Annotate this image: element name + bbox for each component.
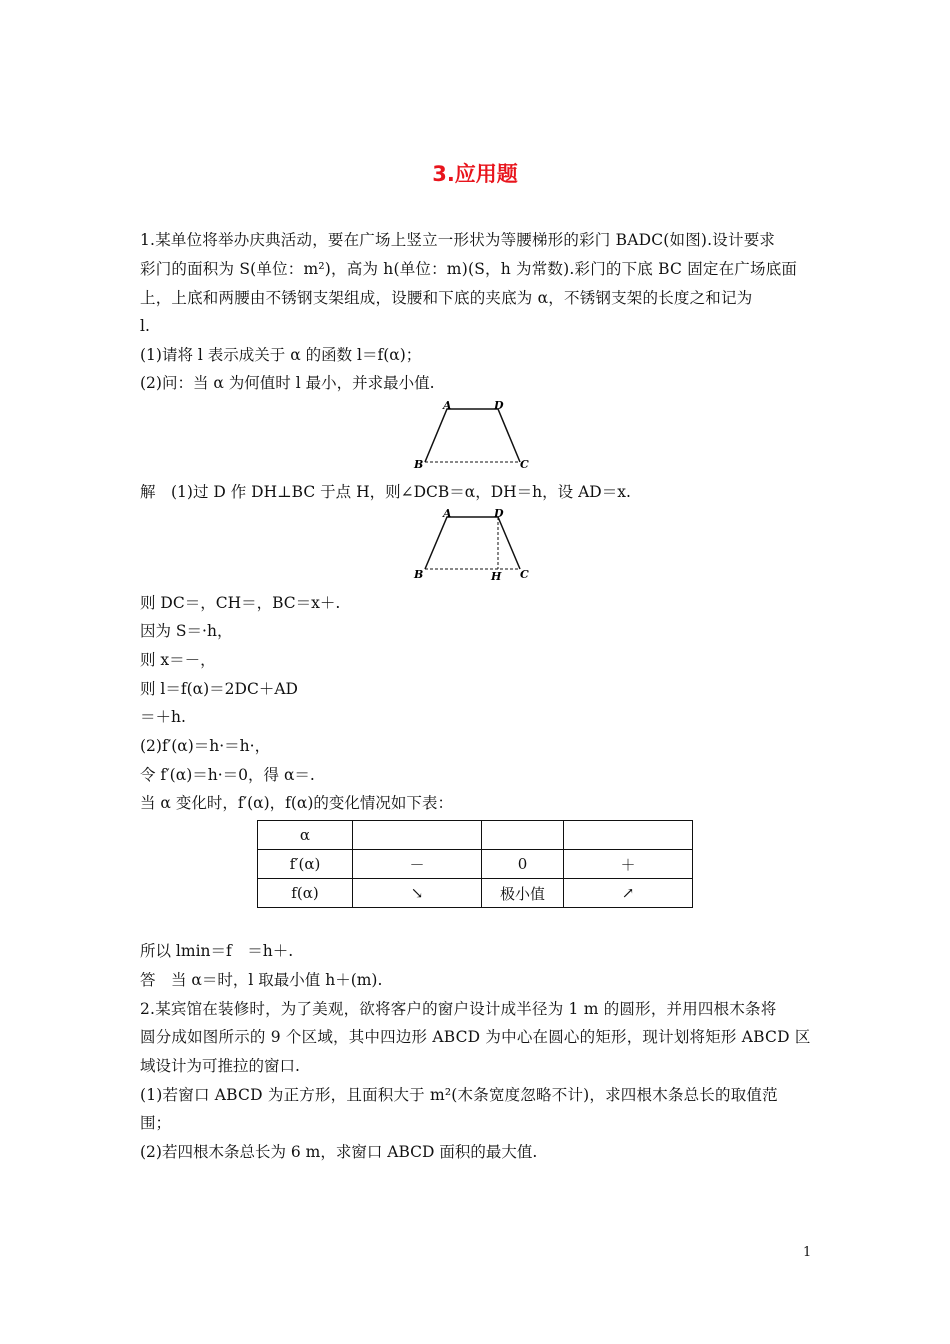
problem2-line: 围； [140,1114,172,1132]
page-title: 3.应用题 [432,162,518,186]
conclusion-line: 所以 lmin＝f ＝h＋. [140,942,294,960]
table-cell: ↘ [353,879,482,908]
solution-line: ＝＋h. [140,708,186,726]
solution-line: (2)f′(α)＝h·＝h·， [140,737,271,755]
problem2-line: 域设计为可推拉的窗口. [140,1057,300,1075]
solution-line: 当 α 变化时，f′(α)，f(α)的变化情况如下表： [140,794,453,812]
label-d: D [494,399,504,412]
table-cell: f(α) [258,879,353,908]
label-a: A [443,507,452,520]
label-a: A [443,399,452,412]
problem2-line: 2.某宾馆在装修时，为了美观，欲将客户的窗户设计成半径为 1 m 的圆形，并用四根木条将 [140,1000,777,1018]
page-number: 1 [803,1245,812,1260]
label-d: D [494,507,504,520]
table-cell: 极小值 [482,879,564,908]
table-cell [564,821,693,850]
solution-line: 则 DC＝，CH＝，BC＝x＋. [140,594,341,612]
table-row [258,879,693,908]
label-b: B [414,458,424,471]
variation-table [257,820,693,908]
problem1-line: 彩门的面积为 S(单位：m²)，高为 h(单位：m)(S，h 为常数).彩门的下底 BC 固定在广场底面 [140,260,798,278]
table-cell: ↗ [564,879,693,908]
question-1: (1)请将 l 表示成关于 α 的函数 l＝f(α)； [140,346,422,364]
problem2-line: (1)若窗口 ABCD 为正方形，且面积大于 m²(木条宽度忽略不计)，求四根木条总长的取值范 [140,1086,778,1104]
table-cell: － [353,850,482,879]
answer-line: 答 当 α＝时，l 取最小值 h＋(m). [140,971,383,989]
solution-line: 因为 S＝·h， [140,622,233,640]
solution-line: 则 l＝f(α)＝2DC＋AD [140,680,298,698]
table-cell [482,821,564,850]
table-cell: α [258,821,353,850]
problem2-line: 圆分成如图所示的 9 个区域，其中四边形 ABCD 为中心在圆心的矩形，现计划将矩形 ABCD 区 [140,1028,811,1046]
problem1-line: 1.某单位将举办庆典活动，要在广场上竖立一形状为等腰梯形的彩门 BADC(如图).设计要求 [140,231,776,249]
problem1-line: l. [140,317,150,335]
trapezoid-figure-2 [405,505,545,583]
solution-line: 令 f′(α)＝h·＝0，得 α＝. [140,766,315,784]
question-2: (2)问：当 α 为何值时 l 最小，并求最小值. [140,374,435,392]
trapezoid-figure-1 [405,398,545,473]
table-cell: 0 [482,850,564,879]
problem2-line: (2)若四根木条总长为 6 m，求窗口 ABCD 面积的最大值. [140,1143,538,1161]
solution-line: 则 x＝－， [140,651,216,669]
table-row [258,850,693,879]
table-cell: f′(α) [258,850,353,879]
label-c: C [520,458,529,471]
table-cell: ＋ [564,850,693,879]
label-c: C [520,568,529,581]
problem1-line: 上，上底和两腰由不锈钢支架组成，设腰和下底的夹底为 α，不锈钢支架的长度之和记为 [140,289,753,307]
label-h: H [491,570,502,583]
table-row [258,821,693,850]
solution-intro: 解 (1)过 D 作 DH⊥BC 于点 H，则∠DCB＝α，DH＝h，设 AD＝x. [140,483,631,501]
label-b: B [414,568,424,581]
table-cell [353,821,482,850]
